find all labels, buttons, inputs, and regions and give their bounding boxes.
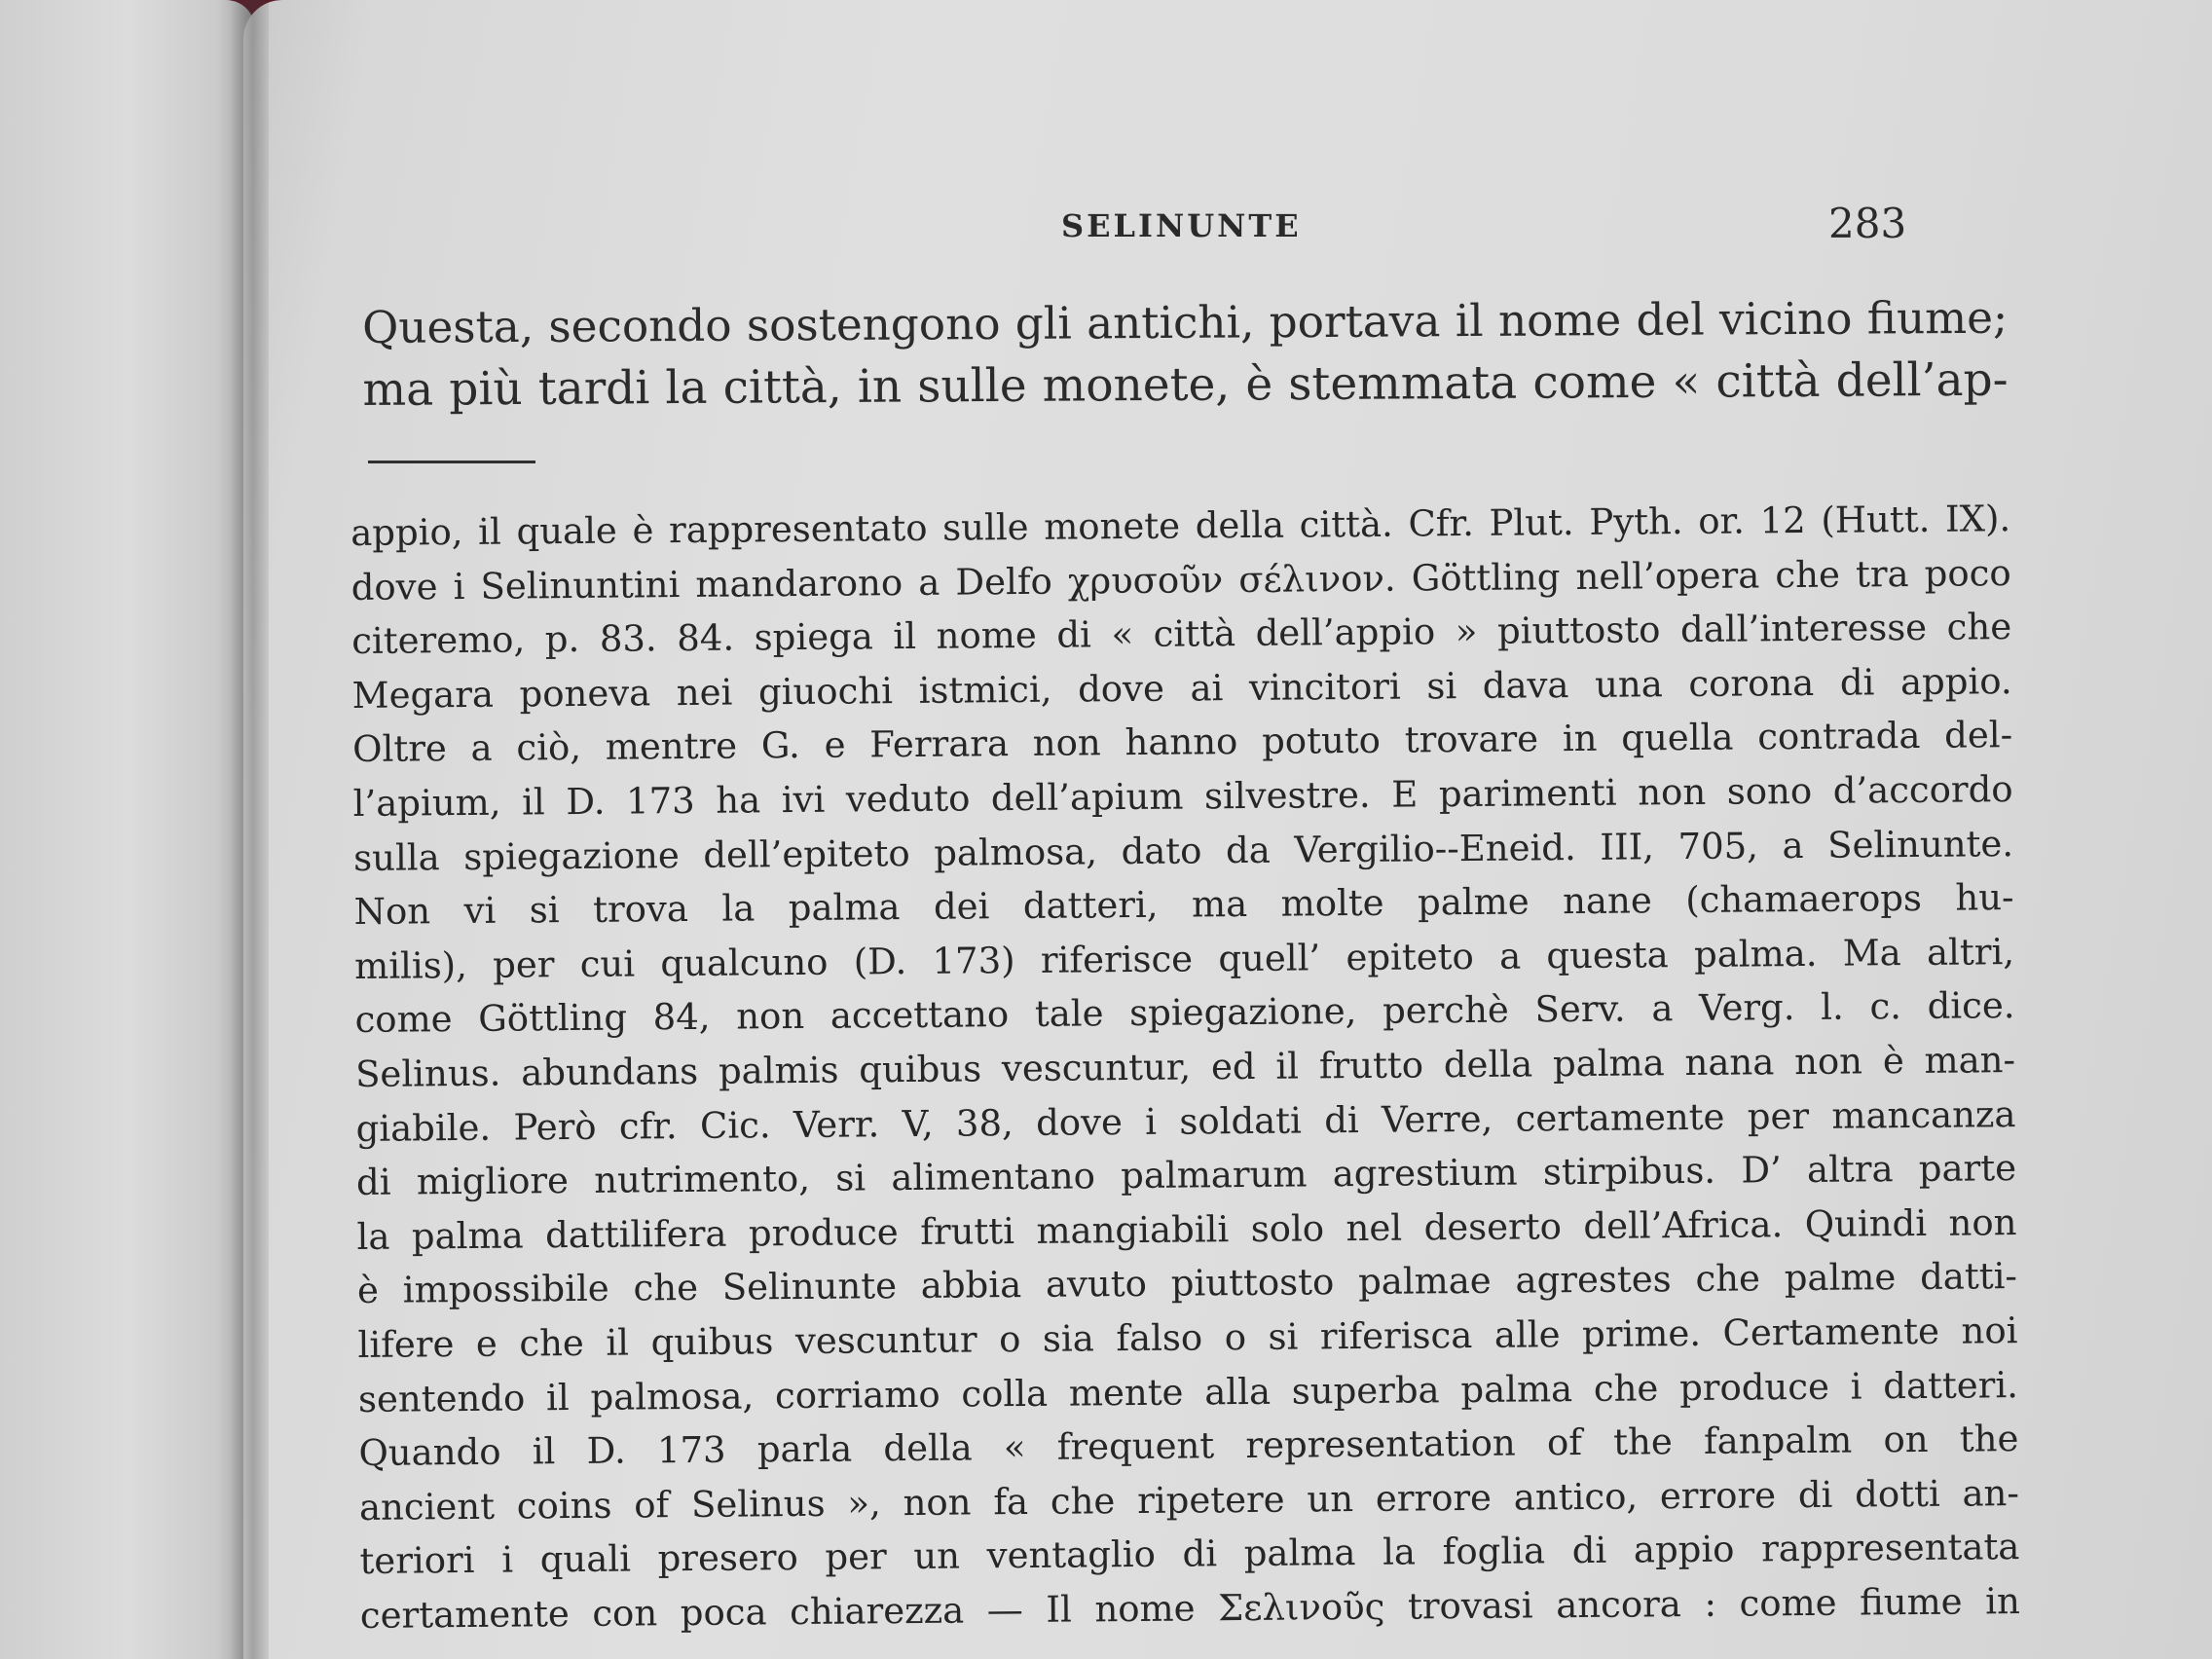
page-number: 283 [1828, 200, 1907, 247]
main-text-line: ma più tardi la città, in sulle monete, è stemmata come « città dell’ap- [362, 352, 2009, 417]
footnote-line: è impossibile che Selinunte abbia avuto piuttosto palmae agrestes che palme datti- [356, 1255, 2018, 1312]
footnote [350, 492, 2020, 1642]
footnote-separator [368, 461, 535, 463]
main-text-line: Questa, secondo sostengono gli antichi, portava il nome del vicino fiume; [362, 291, 2009, 353]
footnote-line: certamente con poca chiarezza — Il nome Σελινοῦς trovasi ancora : come fiume in [359, 1579, 2021, 1637]
footnote-line: citeremo, p. 83. 84. spiega il nome di « città dell’appio » piuttosto dall’interesse che [351, 606, 2012, 663]
footnote-line: dove i Selinuntini mandarono a Delfo χρυσοῦν σέλινον. Göttling nell’opera che tra poco [350, 551, 2011, 608]
footnote-line: di migliore nutrimento, si alimentano palmarum agrestium stirpibus. D’ altra parte [355, 1147, 2017, 1204]
left-page [0, 0, 255, 1659]
footnote-line: Megara poneva nei giuochi istmici, dove ai vincitori si dava una corona di appio. [351, 659, 2012, 717]
footnote-line: sentendo il palmosa, corriamo colla mente alla superba palma che produce i datteri. [357, 1363, 2019, 1420]
book-spine [230, 0, 269, 1659]
footnote-line: ancient coins of Selinus », non fa che ripetere un errore antico, errore di dotti an- [358, 1471, 2020, 1529]
footnote-line: giabile. Però cfr. Cic. Verr. V, 38, dove i soldati di Verre, certamente per mancanza [355, 1092, 2016, 1150]
footnote-line: Selinus. abundans palmis quibus vescuntur, ed il frutto della palma nana non è man- [354, 1039, 2016, 1095]
footnote-line: sulla spiegazione dell’epiteto palmosa, dato da Vergilio--Eneid. III, 705, a Selinunte. [352, 822, 2014, 879]
page-header [0, 200, 2212, 248]
running-title: SELINUNTE [1061, 207, 1302, 244]
footnote-line: Oltre a ciò, mentre G. e Ferrara non hanno potuto trovare in quella contrada del- [351, 714, 2013, 771]
footnote-line: teriori i quali presero per un ventaglio di palma la foglia di appio rappresentata [359, 1526, 2020, 1583]
footnote-line: la palma dattilifera produce frutti mangiabili solo nel deserto dell’Africa. Quindi non [356, 1200, 2017, 1258]
main-text [362, 287, 2009, 422]
footnote-line: come Göttling 84, non accettano tale spiegazione, perchè Serv. a Verg. l. c. dice. [354, 984, 2015, 1042]
footnote-line: lifere e che il quibus vescuntur o sia falso o si riferisca alle prime. Certamente noi [357, 1309, 2018, 1366]
footnote-line: l’apium, il D. 173 ha ivi veduto dell’apium silvestre. E parimenti non sono d’accordo [352, 768, 2013, 825]
footnote-line: Non vi si trova la palma dei datteri, ma molte palme nane (chamaerops hu- [353, 876, 2014, 934]
footnote-line: appio, il quale è rappresentato sulle monete della città. Cfr. Plut. Pyth. or. 12 (Hutt. IX). [350, 498, 2011, 554]
footnote-line: milis), per cui qualcuno (D. 173) riferisce quell’ epiteto a questa palma. Ma altri, [353, 930, 2015, 987]
footnote-line: Quando il D. 173 parla della « frequent representation of the fanpalm on the [358, 1418, 2019, 1475]
